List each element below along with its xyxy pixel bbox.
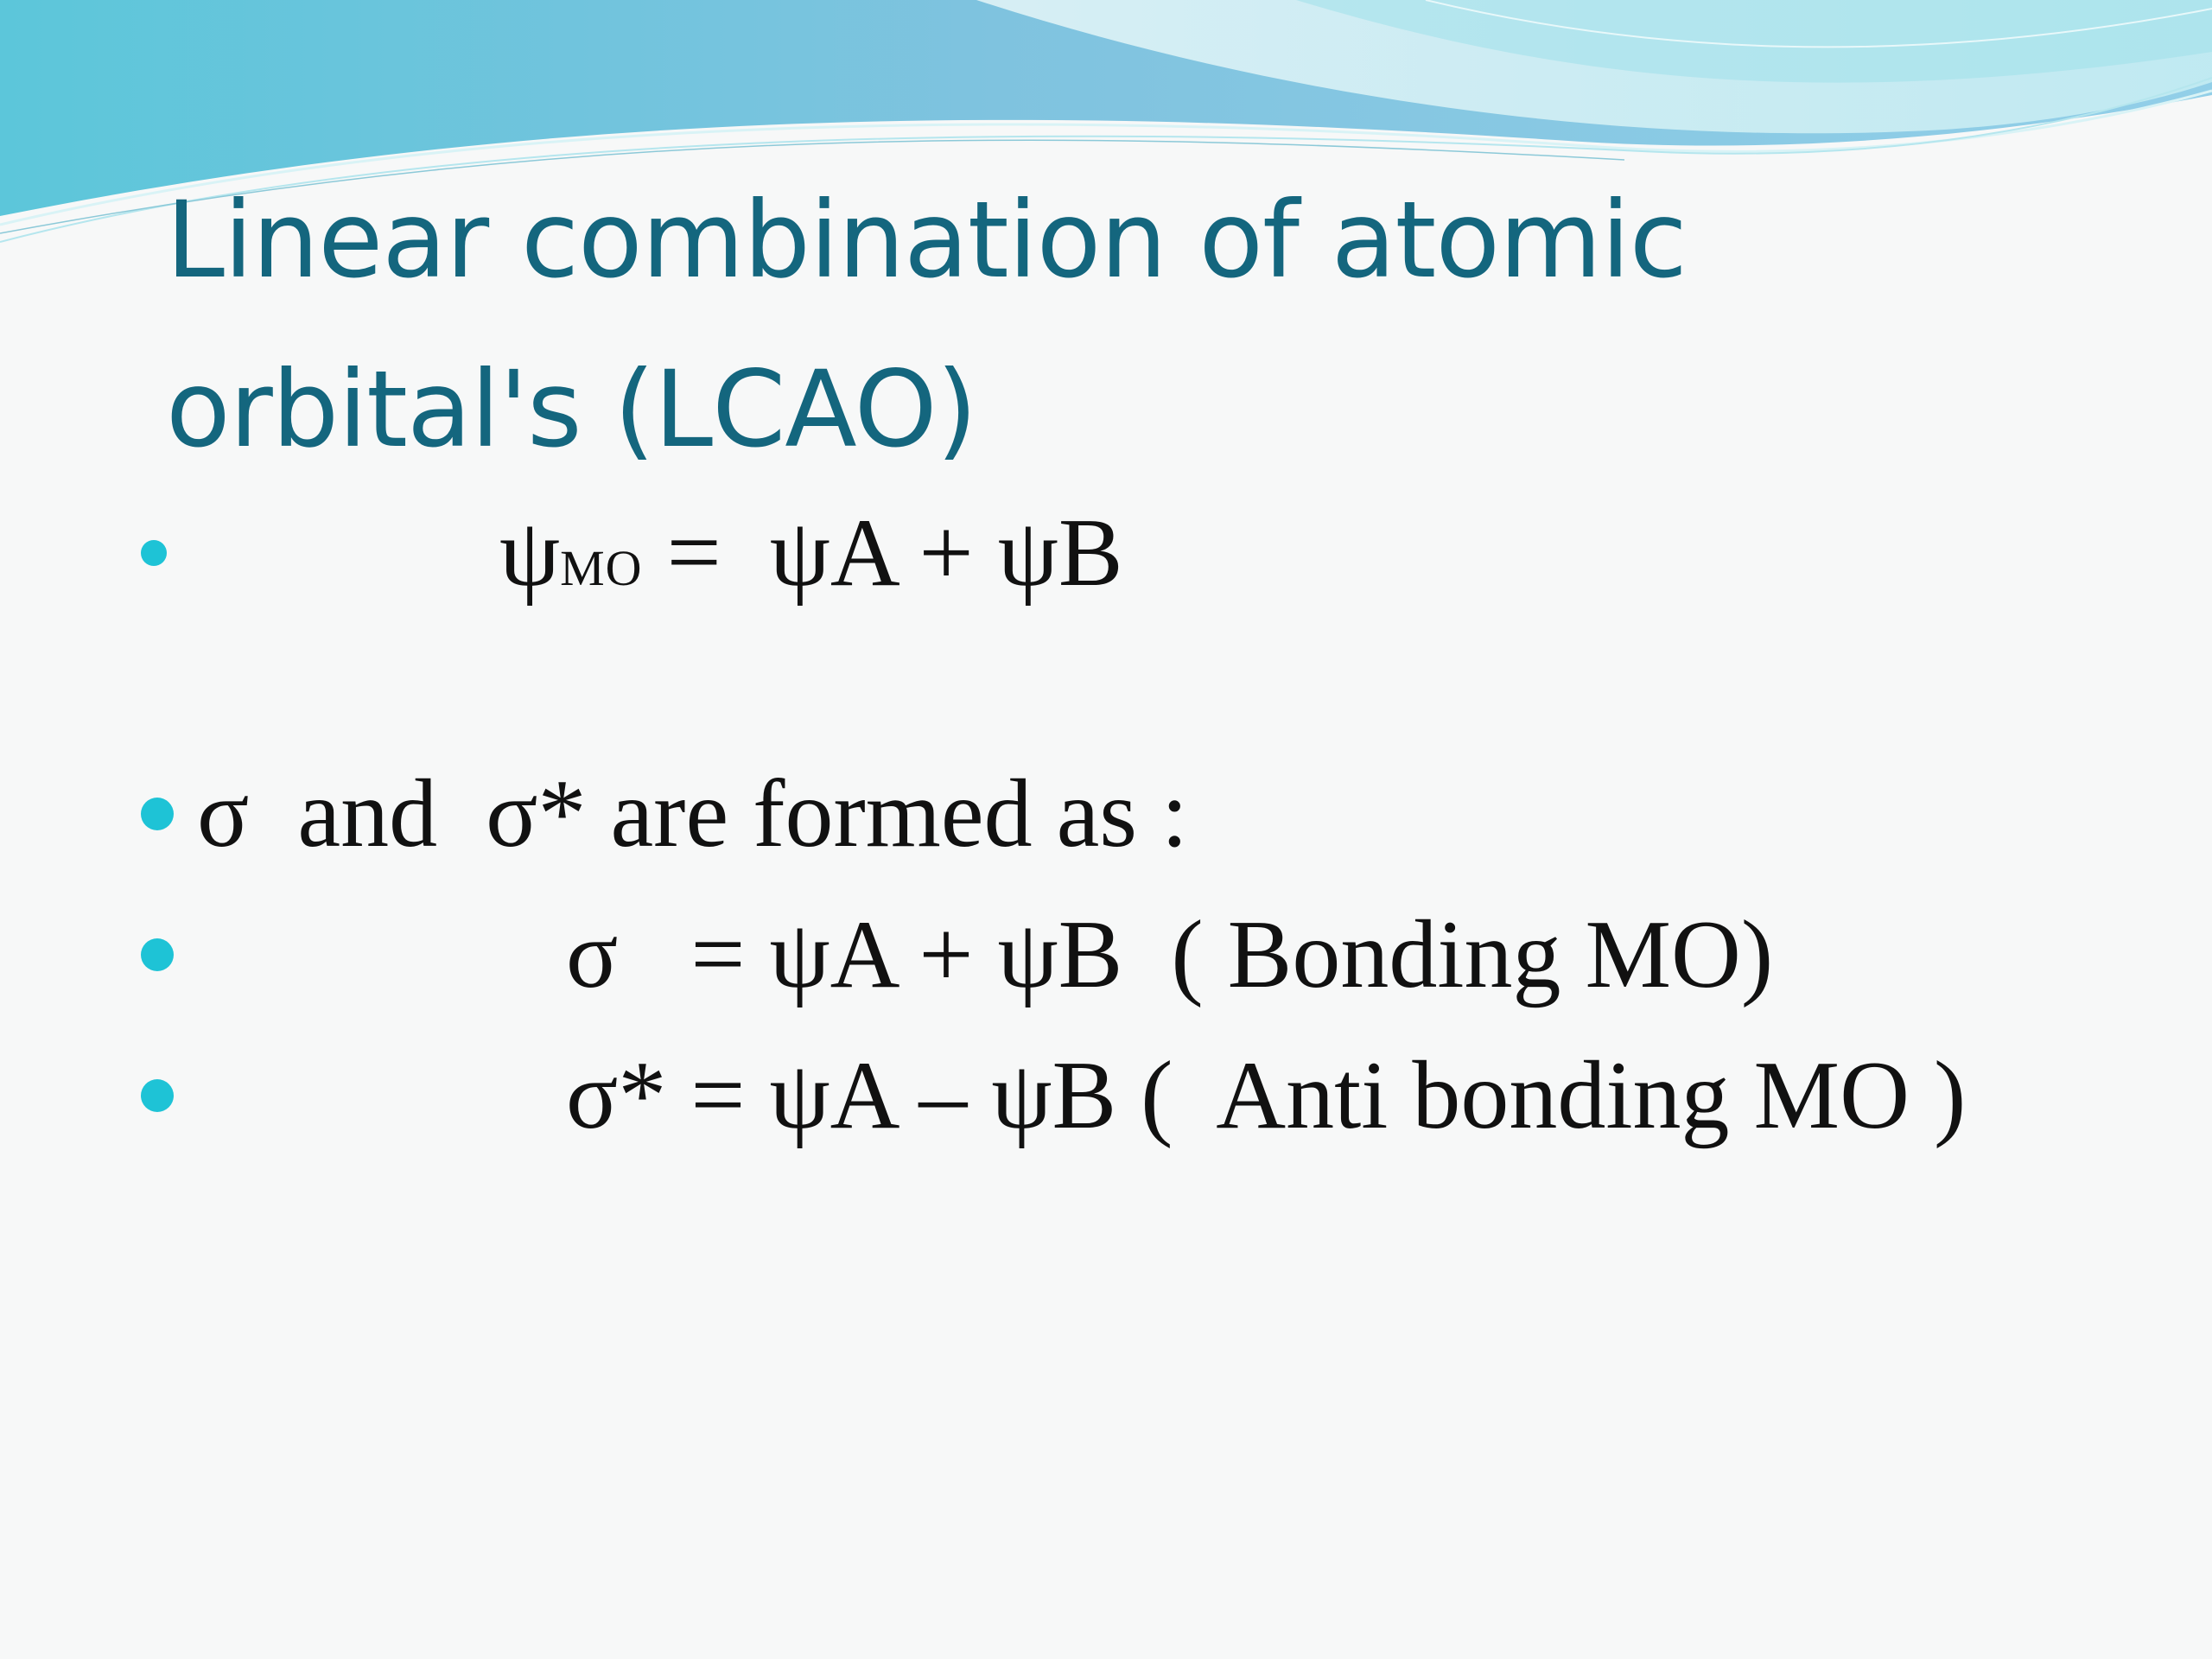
equation-rhs: = ψA + ψB [642, 499, 1123, 607]
equation-line [499, 493, 1123, 629]
bullet-icon [141, 540, 167, 566]
list-item [0, 753, 2212, 874]
list-item [0, 894, 2212, 1015]
bonding-equation: σ = ψA + ψB ( Bonding MO) [566, 901, 1774, 1008]
bullet-icon [141, 798, 174, 830]
bullet-icon [141, 938, 174, 971]
title-line-1: Linear combination of atomic [166, 179, 1687, 302]
bullet-text: σ and σ* are formed as : [197, 760, 1189, 868]
bullet-icon [141, 1079, 174, 1112]
subscript-mo: MO [560, 540, 643, 596]
list-item [0, 493, 2212, 613]
psi-symbol: ψ [499, 499, 561, 607]
list-item [0, 1035, 2212, 1156]
antibonding-equation: σ* = ψA – ψB ( Anti bonding MO ) [566, 1042, 1967, 1149]
title-line-2: orbital's (LCAO) [166, 348, 977, 471]
